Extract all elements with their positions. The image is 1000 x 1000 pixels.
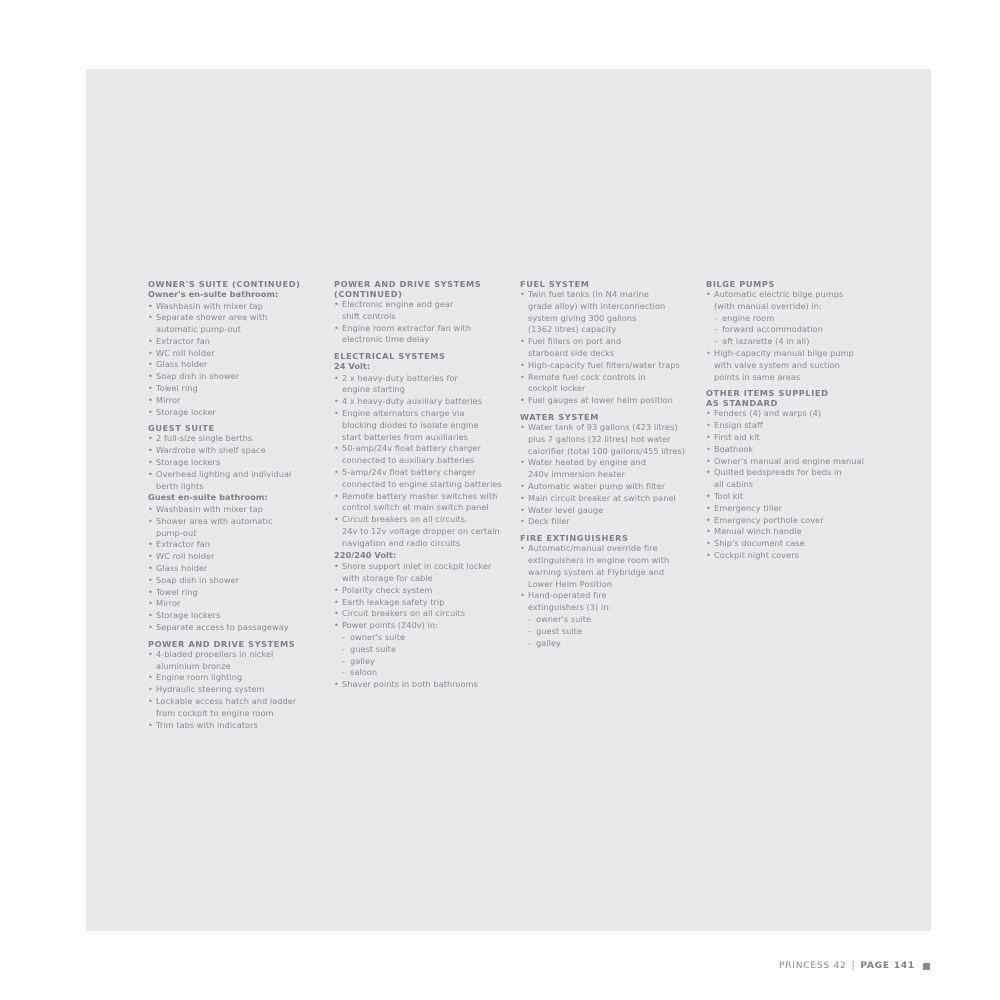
- spec-sublist: [528, 614, 700, 649]
- spec-list-item: [148, 359, 328, 371]
- spec-list-item: [334, 443, 514, 467]
- square-icon: [923, 963, 930, 970]
- spec-item-text: Earth leakage safety trip: [342, 596, 445, 607]
- spec-list-item: [334, 299, 514, 323]
- spec-sublist: [714, 313, 886, 348]
- spec-item-text: Emergency porthole cover: [714, 514, 824, 525]
- spec-list: [334, 561, 514, 691]
- spec-list-item: [148, 371, 328, 383]
- spec-list-item: [334, 620, 514, 679]
- section-title: FIRE EXTINGUISHERS: [520, 533, 629, 544]
- spec-item-text: Power points (240v) in:: [342, 620, 438, 631]
- spec-list: [148, 649, 328, 732]
- spec-item-text: Circuit breakers on all circuits: [342, 608, 466, 619]
- spec-item-text: Washbasin with mixer tap: [156, 300, 264, 311]
- spec-list-item: [148, 539, 328, 551]
- section-title: POWER AND DRIVE SYSTEMS: [148, 638, 296, 649]
- spec-item-text: Glass holder: [156, 562, 208, 573]
- spec-list-item: [148, 348, 328, 360]
- spec-item-text: Washbasin with mixer tap: [156, 503, 264, 514]
- spec-column-2: [334, 279, 514, 691]
- spec-list-item: [148, 587, 328, 599]
- spec-list: [148, 301, 328, 419]
- spec-item-text: Manual winch handle: [714, 526, 802, 537]
- spec-list-item: [520, 543, 700, 590]
- spec-list-item: [706, 456, 886, 468]
- subsection-title: 24 Volt:: [334, 361, 371, 372]
- spec-item-text: Remote battery master switches with control switch at main switch panel: [342, 490, 498, 513]
- spec-item-text: WC roll holder: [156, 347, 215, 358]
- spec-item-text: Emergency tiller: [714, 502, 783, 513]
- footer-page-number: PAGE 141: [860, 961, 915, 971]
- spec-item-text: Extractor fan: [156, 539, 211, 550]
- spec-subitem: - owner's suite: [342, 632, 514, 644]
- section-title: GUEST SUITE: [148, 423, 215, 434]
- spec-list-item: [148, 336, 328, 348]
- footer-brand: PRINCESS 42: [778, 961, 847, 971]
- spec-item-text: Circuit breakers on all circuits. 24v to 12v voltage dropper on certain navigation and radio circuits: [342, 514, 500, 548]
- spec-item-text: 4 x heavy-duty auxiliary batteries: [342, 396, 483, 407]
- spec-list-item: [148, 575, 328, 587]
- spec-item-text: Storage lockers: [156, 457, 221, 468]
- spec-list: [148, 504, 328, 634]
- spec-item-text: Fuel fillers on port and starboard side decks: [528, 336, 622, 358]
- spec-list-item: [148, 383, 328, 395]
- section-title: ELECTRICAL SYSTEMS: [334, 351, 446, 362]
- spec-column-1: [148, 279, 328, 731]
- spec-item-text: Overhead lighting and individual berth lights: [156, 468, 292, 491]
- spec-list: [706, 289, 886, 383]
- spec-list-item: [148, 610, 328, 622]
- spec-item-text: Storage locker: [156, 406, 216, 417]
- spec-list-item: [706, 444, 886, 456]
- spec-item-text: 50-amp/24v float battery charger connected to auxiliary batteries: [342, 443, 481, 466]
- spec-subitem: - engine room: [714, 313, 886, 325]
- spec-list-item: [520, 516, 700, 528]
- section-title: FUEL SYSTEM: [520, 279, 590, 289]
- spec-item-text: 2 full-size single berths: [156, 433, 253, 444]
- spec-subitem: - aft lazarette (4 in all): [714, 336, 886, 348]
- spec-list-item: [148, 672, 328, 684]
- spec-list-item: [148, 312, 328, 336]
- spec-list-item: [334, 491, 514, 515]
- spec-item-text: Wardrobe with shelf space: [156, 445, 266, 456]
- spec-column-3: [520, 279, 700, 649]
- spec-item-text: Owner's manual and engine manual: [714, 455, 864, 466]
- spec-list: [148, 433, 328, 492]
- spec-list-item: [706, 432, 886, 444]
- spec-list-item: [148, 551, 328, 563]
- spec-item-text: Water heated by engine and 240v immersion heater: [528, 457, 646, 480]
- section-title: WATER SYSTEM: [520, 411, 599, 422]
- spec-list-item: [520, 289, 700, 336]
- spec-item-text: Deck filler: [528, 516, 570, 527]
- spec-list-item: [520, 336, 700, 360]
- spec-list-item: [520, 360, 700, 372]
- spec-item-text: Extractor fan: [156, 335, 211, 346]
- spec-list-item: [334, 323, 514, 347]
- page-footer: [779, 961, 930, 971]
- spec-list-item: [520, 457, 700, 481]
- spec-item-text: Polarity check system: [342, 584, 433, 595]
- spec-list-item: [520, 481, 700, 493]
- spec-subitem: - owner's suite: [528, 614, 700, 626]
- spec-item-text: Automatic/manual override fire extinguishers in engine room with warning system at Flybridge and Lower Helm Position: [528, 543, 670, 589]
- spec-list-item: [148, 433, 328, 445]
- spec-list-item: [148, 649, 328, 673]
- spec-item-text: Automatic water pump with filter: [528, 480, 666, 491]
- spec-list-item: [148, 563, 328, 575]
- spec-list-item: [706, 491, 886, 503]
- spec-list-item: [334, 396, 514, 408]
- spec-list-item: [148, 504, 328, 516]
- spec-list-item: [334, 679, 514, 691]
- spec-subitem: - forward accommodation: [714, 324, 886, 336]
- spec-item-text: Soap dish in shower: [156, 371, 240, 382]
- spec-list-item: [706, 467, 886, 491]
- spec-list-item: [706, 289, 886, 348]
- spec-list-item: [148, 622, 328, 634]
- spec-item-text: Main circuit breaker at switch panel: [528, 492, 676, 503]
- subsection-title: 220/240 Volt:: [334, 549, 397, 560]
- section-title: BILGE PUMPS: [706, 279, 775, 289]
- spec-item-text: First aid kit: [714, 431, 760, 442]
- spec-item-text: Hand-operated fire extinguishers (3) in:: [528, 590, 612, 613]
- spec-sublist: [342, 632, 514, 679]
- spec-list-item: [334, 561, 514, 585]
- section-title: POWER AND DRIVE SYSTEMS (CONTINUED): [334, 279, 482, 299]
- spec-list-item: [148, 395, 328, 407]
- spec-list: [334, 373, 514, 550]
- spec-item-text: Soap dish in shower: [156, 574, 240, 585]
- spec-list-item: [334, 585, 514, 597]
- spec-list-item: [148, 457, 328, 469]
- spec-subitem: - galley: [342, 656, 514, 668]
- spec-list-item: [520, 395, 700, 407]
- spec-column-4: [706, 279, 886, 562]
- spec-item-text: Cockpit night covers: [714, 549, 799, 560]
- spec-list-item: [520, 505, 700, 517]
- spec-list-item: [148, 720, 328, 732]
- spec-list-item: [334, 514, 514, 549]
- spec-item-text: Water tank of 93 gallons (423 litres) plus 7 gallons (32 litres) hot water calorifier (total 100 gallons/455 litres): [528, 421, 686, 456]
- spec-item-text: Glass holder: [156, 359, 208, 370]
- spec-item-text: Shaver points in both bathrooms: [342, 679, 478, 690]
- footer-separator: |: [851, 961, 856, 971]
- spec-list-item: [706, 408, 886, 420]
- spec-list: [520, 289, 700, 407]
- spec-list: [706, 408, 886, 561]
- spec-subitem: - saloon: [342, 667, 514, 679]
- spec-item-text: Remote fuel cock controls in cockpit locker: [528, 371, 646, 394]
- spec-item-text: Quilted bedspreads for beds in all cabins: [714, 467, 842, 490]
- spec-list-item: [148, 684, 328, 696]
- spec-list-item: [520, 590, 700, 649]
- spec-item-text: Mirror: [156, 598, 181, 609]
- spec-item-text: Ship's document case: [714, 538, 805, 549]
- spec-subitem: - galley: [528, 638, 700, 650]
- spec-item-text: Towel ring: [156, 383, 198, 394]
- spec-item-text: Automatic electric bilge pumps (with manual override) in:: [714, 289, 844, 311]
- spec-list-item: [148, 516, 328, 540]
- spec-item-text: Towel ring: [156, 586, 198, 597]
- spec-item-text: Shore support inlet in cockpit locker with storage for cable: [342, 561, 492, 583]
- spec-list-item: [334, 467, 514, 491]
- spec-item-text: 4-bladed propellers in nickel aluminium bronze: [156, 648, 274, 671]
- spec-item-text: Engine room extractor fan with electronic time delay: [342, 322, 472, 345]
- spec-item-text: WC roll holder: [156, 551, 215, 562]
- spec-list-item: [706, 515, 886, 527]
- spec-list-item: [148, 598, 328, 610]
- spec-item-text: Hydraulic steering system: [156, 684, 265, 695]
- spec-list-item: [520, 493, 700, 505]
- spec-item-text: Trim tabs with indicators: [156, 719, 258, 730]
- spec-list-item: [706, 503, 886, 515]
- section-title: OTHER ITEMS SUPPLIED AS STANDARD: [706, 388, 829, 409]
- spec-item-text: Separate access to passageway: [156, 621, 289, 632]
- subsection-title: Owner's en-suite bathroom:: [148, 289, 279, 299]
- spec-item-text: 2 x heavy-duty batteries for engine starting: [342, 372, 458, 395]
- spec-list-item: [148, 696, 328, 720]
- spec-subitem: - guest suite: [342, 644, 514, 656]
- spec-item-text: Fenders (4) and warps (4): [714, 408, 822, 419]
- spec-item-text: Storage lockers: [156, 610, 221, 621]
- spec-item-text: Electronic engine and gear shift controls: [342, 299, 454, 321]
- spec-list-item: [706, 420, 886, 432]
- spec-item-text: Fuel gauges at lower helm position: [528, 395, 673, 406]
- subsection-title: Guest en-suite bathroom:: [148, 492, 268, 503]
- spec-item-text: Boathook: [714, 443, 754, 454]
- spec-list-item: [706, 550, 886, 562]
- spec-item-text: High-capacity manual bilge pump with valve system and suction points in same areas: [714, 347, 854, 382]
- spec-list-item: [334, 373, 514, 397]
- spec-list-item: [334, 608, 514, 620]
- spec-list: [334, 299, 514, 346]
- spec-item-text: 5-amp/24v float battery charger connected to engine starting batteries: [342, 467, 502, 489]
- spec-list-item: [334, 597, 514, 609]
- spec-list-item: [520, 422, 700, 457]
- section-title: OWNER'S SUITE (CONTINUED): [148, 279, 301, 289]
- spec-item-text: Engine alternators charge via blocking diodes to isolate engine start batteries from auxiliaries: [342, 408, 479, 442]
- spec-list-item: [706, 526, 886, 538]
- spec-item-text: Tool kit: [714, 490, 744, 501]
- spec-list: [520, 543, 700, 649]
- spec-list: [520, 422, 700, 528]
- spec-item-text: Ensign staff: [714, 420, 763, 431]
- spec-item-text: Engine room lighting: [156, 672, 243, 683]
- spec-list-item: [148, 445, 328, 457]
- spec-item-text: Water level gauge: [528, 504, 604, 515]
- spec-item-text: High-capacity fuel filters/water traps: [528, 359, 680, 370]
- spec-list-item: [148, 407, 328, 419]
- spec-list-item: [520, 372, 700, 396]
- spec-item-text: Mirror: [156, 394, 181, 405]
- spec-item-text: Lockable access hatch and ladder from cockpit to engine room: [156, 695, 297, 718]
- spec-list-item: [148, 301, 328, 313]
- spec-item-text: Twin fuel tanks (in N4 marine grade alloy) with interconnection system giving 300 gallons (1362 litres) capacity: [528, 289, 666, 335]
- spec-list-item: [706, 538, 886, 550]
- spec-list-item: [148, 469, 328, 493]
- spec-list-item: [706, 348, 886, 383]
- spec-item-text: Shower area with automatic pump-out: [156, 515, 273, 538]
- spec-list-item: [334, 408, 514, 443]
- spec-item-text: Separate shower area with automatic pump-out: [156, 312, 268, 335]
- spec-subitem: - guest suite: [528, 626, 700, 638]
